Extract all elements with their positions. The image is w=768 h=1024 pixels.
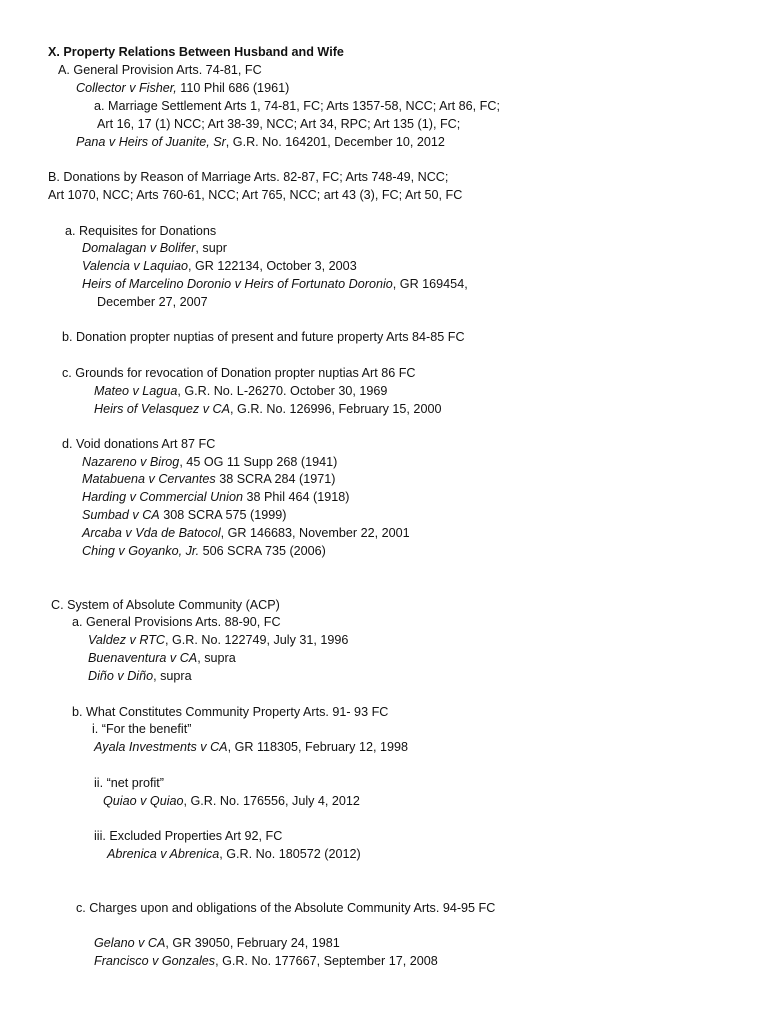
- outline-item-acp: C. System of Absolute Community (ACP): [51, 598, 280, 612]
- case-citation: Heirs of Marcelino Doronio v Heirs of Fortunato Doronio, GR 169454,: [82, 277, 468, 291]
- case-citation: Nazareno v Birog, 45 OG 11 Supp 268 (1941): [82, 455, 338, 469]
- section-heading: X. Property Relations Between Husband and Wife: [48, 45, 344, 59]
- case-citation-continuation: December 27, 2007: [97, 295, 208, 309]
- case-citation: Matabuena v Cervantes 38 SCRA 284 (1971): [82, 472, 336, 486]
- outline-item-propter-nuptias: b. Donation propter nuptias of present and future property Arts 84-85 FC: [62, 330, 465, 344]
- outline-subitem-for-the-benefit: i. “For the benefit”: [92, 722, 192, 736]
- case-citation: Gelano v CA, GR 39050, February 24, 1981: [94, 936, 340, 950]
- case-citation: Domalagan v Bolifer, supr: [82, 241, 227, 255]
- case-citation: Diño v Diño, supra: [88, 669, 192, 683]
- outline-item-continuation: Art 16, 17 (1) NCC; Art 38-39, NCC; Art 34, RPC; Art 135 (1), FC;: [97, 117, 461, 131]
- outline-subitem-net-profit: ii. “net profit”: [94, 776, 164, 790]
- case-citation: Pana v Heirs of Juanite, Sr, G.R. No. 164201, December 10, 2012: [76, 135, 445, 149]
- outline-item-marriage-settlement: a. Marriage Settlement Arts 1, 74-81, FC; Arts 1357-58, NCC; Art 86, FC;: [94, 99, 500, 113]
- outline-item-void-donations: d. Void donations Art 87 FC: [62, 437, 216, 451]
- case-citation: Francisco v Gonzales, G.R. No. 177667, September 17, 2008: [94, 954, 438, 968]
- outline-item-donations: B. Donations by Reason of Marriage Arts. 82-87, FC; Arts 748-49, NCC;: [48, 170, 449, 184]
- case-citation: Sumbad v CA 308 SCRA 575 (1999): [82, 508, 287, 522]
- outline-item-requisites: a. Requisites for Donations: [65, 224, 217, 238]
- outline-item-revocation: c. Grounds for revocation of Donation propter nuptias Art 86 FC: [62, 366, 416, 380]
- case-citation: Arcaba v Vda de Batocol, GR 146683, November 22, 2001: [82, 526, 410, 540]
- outline-item-continuation: Art 1070, NCC; Arts 760-61, NCC; Art 765, NCC; art 43 (3), FC; Art 50, FC: [48, 188, 463, 202]
- case-citation: Abrenica v Abrenica, G.R. No. 180572 (2012): [107, 847, 361, 861]
- case-citation: Harding v Commercial Union 38 Phil 464 (1918): [82, 490, 350, 504]
- case-citation: Collector v Fisher, 110 Phil 686 (1961): [76, 81, 290, 95]
- case-citation: Buenaventura v CA, supra: [88, 651, 236, 665]
- case-citation: Valencia v Laquiao, GR 122134, October 3, 2003: [82, 259, 357, 273]
- case-citation: Mateo v Lagua, G.R. No. L-26270. October 30, 1969: [94, 384, 388, 398]
- case-citation: Ching v Goyanko, Jr. 506 SCRA 735 (2006): [82, 544, 326, 558]
- outline-item-community-property: b. What Constitutes Community Property Arts. 91- 93 FC: [72, 705, 389, 719]
- case-citation: Quiao v Quiao, G.R. No. 176556, July 4, 2012: [103, 794, 360, 808]
- outline-item-charges: c. Charges upon and obligations of the Absolute Community Arts. 94-95 FC: [76, 901, 496, 915]
- case-citation: Valdez v RTC, G.R. No. 122749, July 31, 1996: [88, 633, 349, 647]
- case-citation: Ayala Investments v CA, GR 118305, February 12, 1998: [94, 740, 408, 754]
- outline-item-general-provision: A. General Provision Arts. 74-81, FC: [58, 63, 262, 77]
- outline-item-acp-general: a. General Provisions Arts. 88-90, FC: [72, 615, 281, 629]
- outline-subitem-excluded-properties: iii. Excluded Properties Art 92, FC: [94, 829, 283, 843]
- case-citation: Heirs of Velasquez v CA, G.R. No. 126996, February 15, 2000: [94, 402, 442, 416]
